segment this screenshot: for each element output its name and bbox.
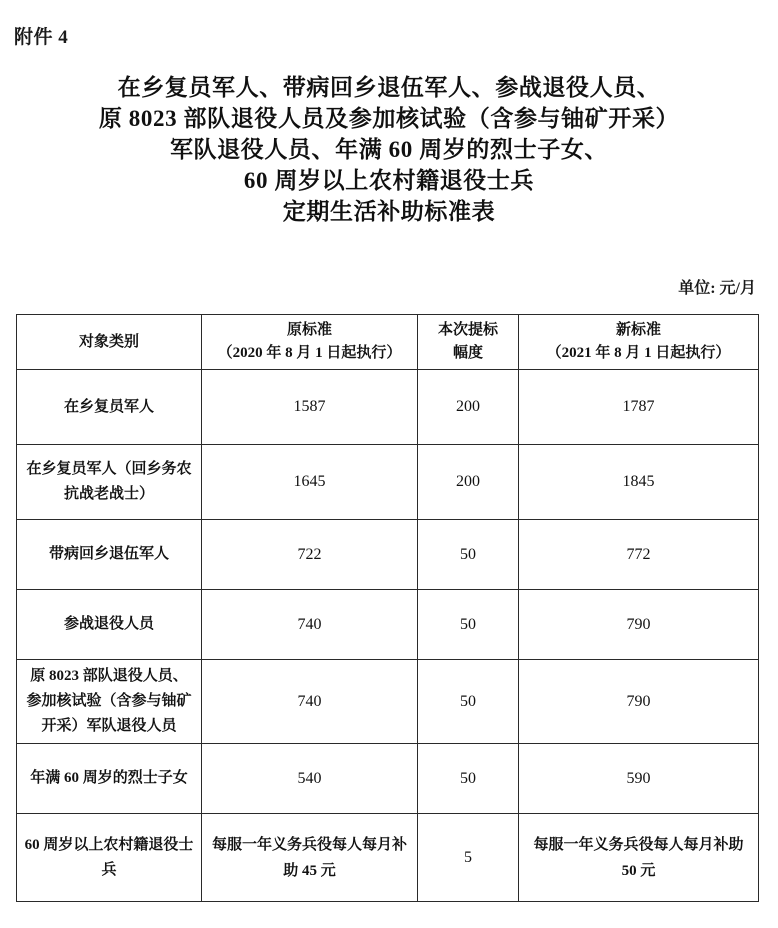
- title-line-1: 在乡复员军人、带病回乡退伍军人、参战退役人员、: [117, 75, 661, 100]
- cell-new-standard: 790: [519, 590, 759, 660]
- column-header-category-main: 对象类别: [78, 333, 139, 350]
- cell-category: 参战退役人员: [17, 590, 202, 660]
- page-title: [0, 72, 778, 227]
- table-row: [17, 744, 759, 814]
- table-row: [17, 445, 759, 520]
- cell-category: 带病回乡退伍军人: [17, 520, 202, 590]
- column-header-category: [17, 315, 202, 370]
- column-header-old-standard-sub: （2020 年 8 月 1 日起执行）: [217, 345, 402, 361]
- table-header-row: [17, 315, 759, 370]
- cell-category: 在乡复员军人: [17, 370, 202, 445]
- cell-raise-amount: 50: [418, 520, 519, 590]
- cell-category: 年满 60 周岁的烈士子女: [17, 744, 202, 814]
- cell-raise-amount: 5: [418, 814, 519, 902]
- title-line-4: 60 周岁以上农村籍退役士兵: [243, 168, 535, 193]
- cell-raise-amount: 50: [418, 590, 519, 660]
- cell-old-standard: 540: [202, 744, 418, 814]
- cell-new-standard: 每服一年义务兵役每人每月补助 50 元: [519, 814, 759, 902]
- table-row: [17, 520, 759, 590]
- cell-old-standard: 740: [202, 660, 418, 744]
- title-line-5: 定期生活补助标准表: [282, 199, 496, 224]
- column-header-new-standard-sub: （2021 年 8 月 1 日起执行）: [546, 345, 731, 361]
- cell-old-standard: 740: [202, 590, 418, 660]
- cell-raise-amount: 200: [418, 370, 519, 445]
- cell-old-standard: 1587: [202, 370, 418, 445]
- column-header-new-standard-main: 新标准: [615, 322, 661, 338]
- cell-new-standard: 790: [519, 660, 759, 744]
- attachment-label: 附件 4: [14, 27, 69, 48]
- cell-old-standard: 722: [202, 520, 418, 590]
- cell-category: 在乡复员军人（回乡务农抗战老战士）: [17, 445, 202, 520]
- title-line-2: 原 8023 部队退役人员及参加核试验（含参与铀矿开采）: [98, 106, 680, 131]
- subsidy-standards-table: [16, 314, 759, 902]
- table-row: [17, 590, 759, 660]
- table-row: [17, 814, 759, 902]
- table-header: [17, 315, 759, 370]
- cell-new-standard: 1845: [519, 445, 759, 520]
- unit-note: 单位: 元/月: [678, 280, 756, 297]
- cell-old-standard: 1645: [202, 445, 418, 520]
- column-header-new-standard: [519, 315, 759, 370]
- table-row: [17, 660, 759, 744]
- cell-raise-amount: 50: [418, 744, 519, 814]
- column-header-old-standard: [202, 315, 418, 370]
- cell-category: 原 8023 部队退役人员、参加核试验（含参与铀矿开采）军队退役人员: [17, 660, 202, 744]
- cell-new-standard: 772: [519, 520, 759, 590]
- column-header-old-standard-main: 原标准: [286, 322, 332, 338]
- cell-category: 60 周岁以上农村籍退役士兵: [17, 814, 202, 902]
- cell-raise-amount: 50: [418, 660, 519, 744]
- table-body: [17, 370, 759, 902]
- column-header-raise-amount-main: 本次提标: [437, 322, 498, 338]
- cell-new-standard: 590: [519, 744, 759, 814]
- cell-new-standard: 1787: [519, 370, 759, 445]
- column-header-raise-amount: [418, 315, 519, 370]
- cell-old-standard: 每服一年义务兵役每人每月补助 45 元: [202, 814, 418, 902]
- title-line-3: 军队退役人员、年满 60 周岁的烈士子女、: [169, 137, 609, 162]
- table-row: [17, 370, 759, 445]
- column-header-raise-amount-sub: 幅度: [452, 345, 483, 361]
- cell-raise-amount: 200: [418, 445, 519, 520]
